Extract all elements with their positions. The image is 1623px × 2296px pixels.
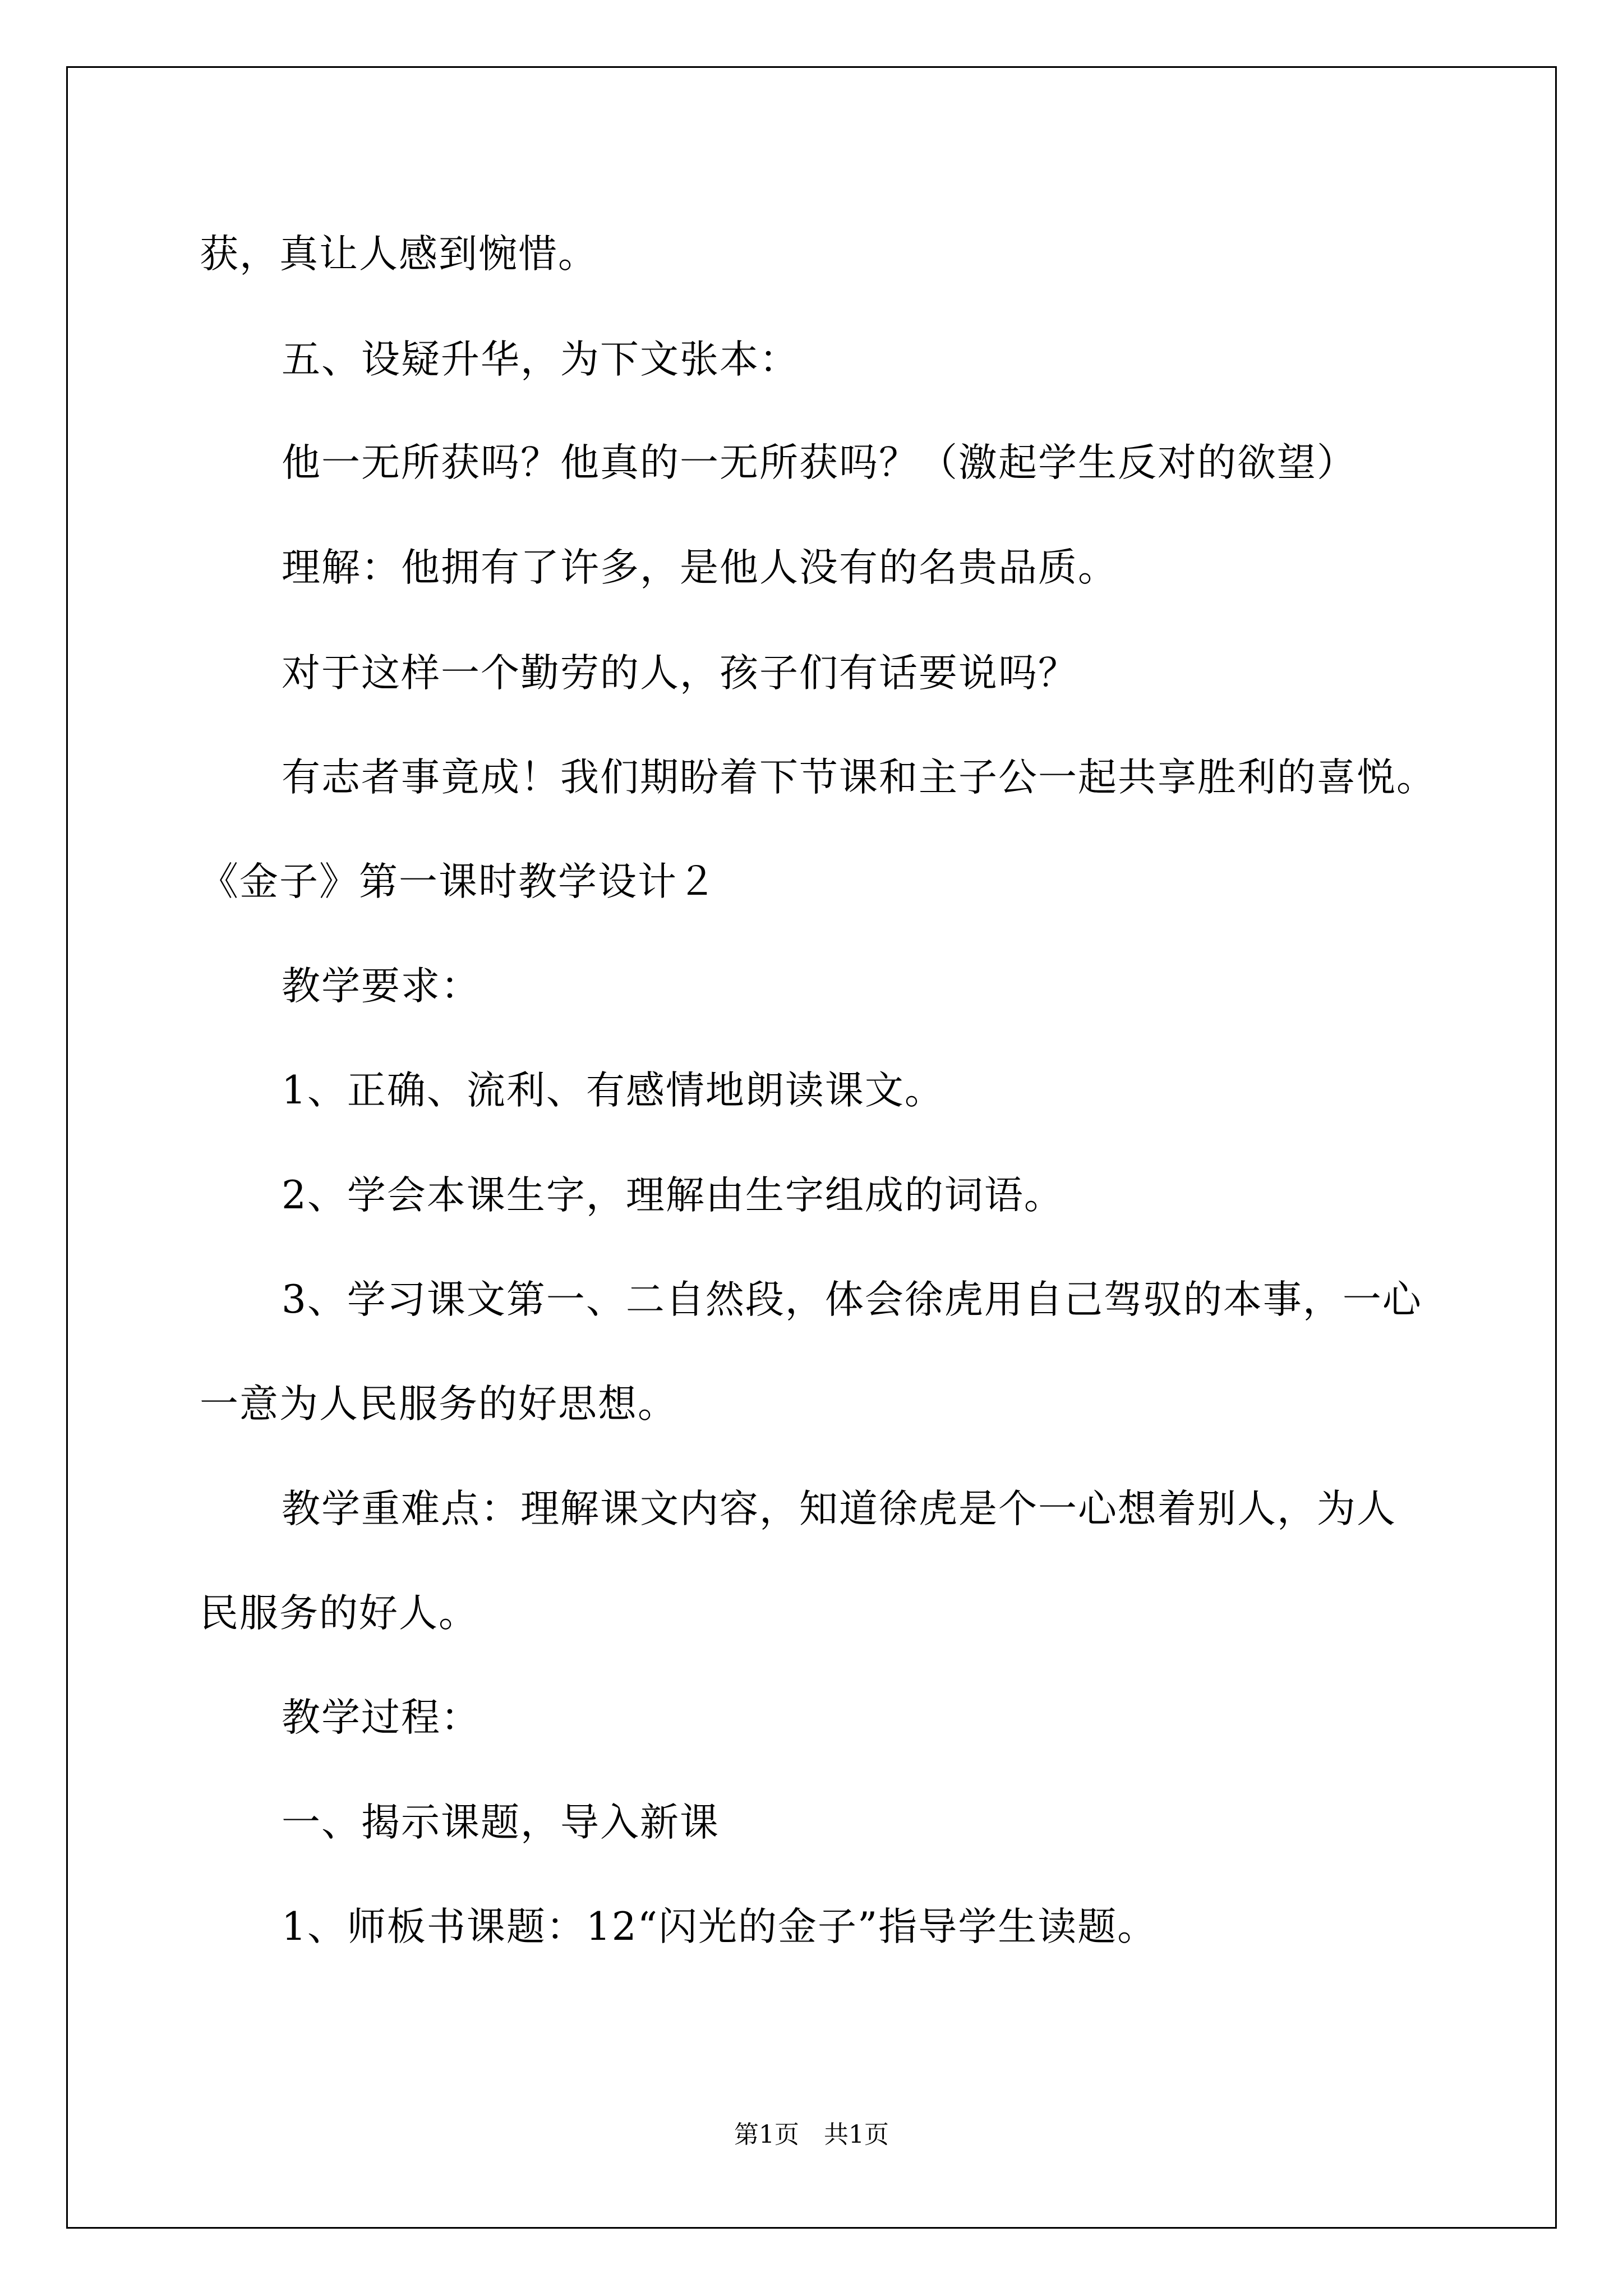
text-line-14: 民服务的好人。 [200,1591,478,1636]
text-line-10: 2、学会本课生字，理解由生字组成的词语。 [282,1173,1064,1218]
text-line-8: 教学要求： [282,964,481,1009]
text-line-2: 五、设疑升华，为下文张本： [282,337,799,382]
text-line-15: 教学过程： [282,1695,481,1740]
text-line-5: 对于这样一个勤劳的人，孩子们有话要说吗？ [282,651,1078,696]
text-line-13: 教学重难点：理解课文内容，知道徐虎是个一心想着别人，为人 [282,1487,1396,1531]
text-line-6: 有志者事竟成！我们期盼着下节课和主子公一起共享胜利的喜悦。 [282,755,1436,800]
text-line-1: 获，真让人感到惋惜。 [200,232,598,277]
text-line-4: 理解：他拥有了许多，是他人没有的名贵品质。 [282,545,1118,590]
text-line-3: 他一无所获吗？他真的一无所获吗？（激起学生反对的欲望） [282,440,1357,485]
section-heading: 《金子》第一课时教学设计２ [200,859,717,904]
text-line-9: 1、正确、流利、有感情地朗读课文。 [282,1068,944,1113]
text-line-16: 一、揭示课题，导入新课 [282,1800,720,1845]
text-line-12: 一意为人民服务的好思想。 [200,1382,677,1427]
page-number-footer: 第1页 共1页 [734,2120,889,2149]
text-line-11: 3、学习课文第一、二自然段，体会徐虎用自己驾驭的本事，一心 [282,1277,1422,1322]
text-line-17: 1、师板书课题：12“闪光的金子”指导学生读题。 [282,1904,1158,1949]
